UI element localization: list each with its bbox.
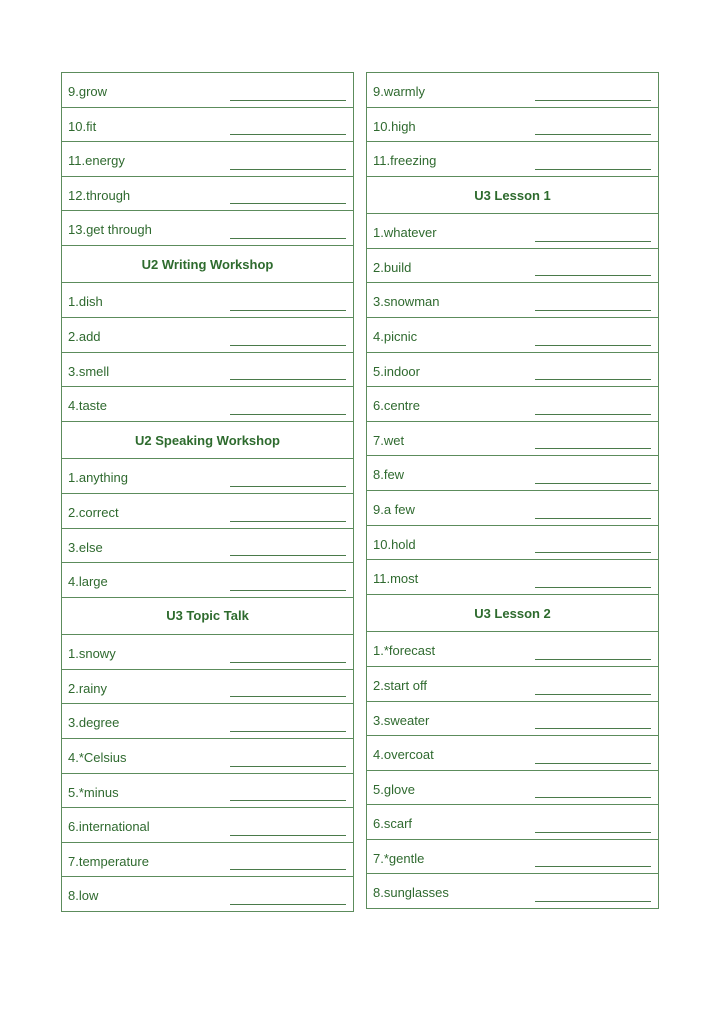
answer-blank-line xyxy=(535,901,651,902)
vocabulary-word: 5.indoor xyxy=(373,363,420,379)
vocabulary-row xyxy=(62,635,353,670)
answer-blank-line xyxy=(230,134,346,135)
vocabulary-row xyxy=(367,353,658,388)
vocabulary-row xyxy=(367,214,658,249)
answer-blank-line xyxy=(230,800,346,801)
answer-blank-line xyxy=(535,659,651,660)
answer-blank-line xyxy=(535,587,651,588)
vocabulary-word: 12.through xyxy=(68,187,131,203)
vocabulary-word: 1.snowy xyxy=(68,646,116,662)
vocabulary-word: 2.add xyxy=(68,329,101,345)
answer-blank-line xyxy=(535,728,651,729)
answer-blank-line xyxy=(230,379,346,380)
vocabulary-row xyxy=(367,805,658,840)
vocabulary-word: 1.anything xyxy=(68,470,128,486)
vocabulary-word: 10.hold xyxy=(373,536,416,552)
vocabulary-word: 11.freezing xyxy=(373,153,437,169)
section-heading: U3 Lesson 1 xyxy=(474,187,551,203)
vocabulary-word: 8.few xyxy=(373,467,405,483)
answer-blank-line xyxy=(535,483,651,484)
answer-blank-line xyxy=(230,904,346,905)
vocabulary-word: 1.*forecast xyxy=(373,643,436,659)
vocabulary-word: 10.fit xyxy=(68,118,97,134)
answer-blank-line xyxy=(535,797,651,798)
vocabulary-row xyxy=(367,422,658,457)
vocabulary-row xyxy=(62,739,353,774)
vocabulary-row xyxy=(62,843,353,878)
vocabulary-row xyxy=(62,177,353,212)
answer-blank-line xyxy=(230,414,346,415)
vocabulary-row xyxy=(367,702,658,737)
vocabulary-row xyxy=(62,387,353,422)
answer-blank-line xyxy=(230,345,346,346)
section-heading: U2 Speaking Workshop xyxy=(135,432,280,448)
vocabulary-row xyxy=(367,667,658,702)
answer-blank-line xyxy=(230,835,346,836)
answer-blank-line xyxy=(230,203,346,204)
vocabulary-word: 5.*minus xyxy=(68,784,119,800)
vocabulary-word: 2.build xyxy=(373,259,412,275)
vocabulary-word: 11.energy xyxy=(68,153,125,169)
answer-blank-line xyxy=(230,869,346,870)
vocabulary-row xyxy=(367,387,658,422)
answer-blank-line xyxy=(230,169,346,170)
vocabulary-row xyxy=(62,142,353,177)
answer-blank-line xyxy=(535,414,651,415)
vocabulary-row xyxy=(62,563,353,598)
answer-blank-line xyxy=(230,766,346,767)
vocabulary-word: 1.whatever xyxy=(373,225,437,241)
vocabulary-row xyxy=(367,318,658,353)
vocabulary-row xyxy=(62,774,353,809)
vocabulary-word: 6.international xyxy=(68,819,150,835)
vocabulary-word: 7.temperature xyxy=(68,853,149,869)
answer-blank-line xyxy=(230,310,346,311)
vocabulary-column-left xyxy=(61,72,354,912)
answer-blank-line xyxy=(535,275,651,276)
section-heading: U3 Topic Talk xyxy=(166,608,249,624)
answer-blank-line xyxy=(535,552,651,553)
answer-blank-line xyxy=(535,379,651,380)
section-heading: U2 Writing Workshop xyxy=(141,256,274,272)
vocabulary-word: 4.taste xyxy=(68,398,108,414)
vocabulary-word: 2.correct xyxy=(68,504,119,520)
vocabulary-row xyxy=(367,283,658,318)
answer-blank-line xyxy=(230,100,346,101)
answer-blank-line xyxy=(535,169,651,170)
vocabulary-word: 4.*Celsius xyxy=(68,750,127,765)
vocabulary-word: 4.picnic xyxy=(373,329,418,345)
answer-blank-line xyxy=(230,521,346,522)
vocabulary-word: 3.snowman xyxy=(373,294,440,310)
answer-blank-line xyxy=(535,310,651,311)
vocabulary-row xyxy=(367,456,658,491)
vocabulary-word: 6.scarf xyxy=(373,816,413,832)
vocabulary-row xyxy=(367,840,658,875)
vocabulary-row xyxy=(62,494,353,529)
vocabulary-word: 5.glove xyxy=(373,781,415,797)
vocabulary-row xyxy=(62,877,353,912)
vocabulary-row xyxy=(62,808,353,843)
answer-blank-line xyxy=(230,238,346,239)
vocabulary-word: 8.sunglasses xyxy=(373,885,449,901)
answer-blank-line xyxy=(535,134,651,135)
vocabulary-word: 6.centre xyxy=(373,398,420,414)
answer-blank-line xyxy=(535,694,651,695)
answer-blank-line xyxy=(230,590,346,591)
vocabulary-word: 3.smell xyxy=(68,363,110,379)
vocabulary-word: 7.*gentle xyxy=(373,850,425,866)
vocabulary-row xyxy=(367,108,658,143)
vocabulary-row xyxy=(62,670,353,705)
vocabulary-word: 3.degree xyxy=(68,715,120,731)
vocabulary-word: 2.rainy xyxy=(68,680,108,696)
vocabulary-word: 11.most xyxy=(373,571,419,587)
vocabulary-word: 9.grow xyxy=(68,84,108,99)
vocabulary-row xyxy=(62,108,353,143)
section-heading: U3 Lesson 2 xyxy=(474,605,551,621)
vocabulary-word: 1.dish xyxy=(68,294,103,310)
answer-blank-line xyxy=(230,696,346,697)
vocabulary-row xyxy=(62,353,353,388)
vocabulary-column-right xyxy=(366,72,659,909)
answer-blank-line xyxy=(535,518,651,519)
vocabulary-row xyxy=(62,529,353,564)
answer-blank-line xyxy=(230,486,346,487)
answer-blank-line xyxy=(230,731,346,732)
vocabulary-row xyxy=(367,632,658,667)
vocabulary-word: 4.overcoat xyxy=(373,747,434,763)
vocabulary-word: 9.warmly xyxy=(373,84,426,99)
vocabulary-row xyxy=(367,249,658,284)
vocabulary-row xyxy=(62,459,353,494)
vocabulary-row xyxy=(367,491,658,526)
vocabulary-row xyxy=(62,211,353,246)
vocabulary-word: 10.high xyxy=(373,118,416,134)
answer-blank-line xyxy=(535,241,651,242)
section-heading-row xyxy=(367,177,658,215)
answer-blank-line xyxy=(535,832,651,833)
vocabulary-word: 9.a few xyxy=(373,502,415,518)
vocabulary-row xyxy=(62,283,353,318)
answer-blank-line xyxy=(535,763,651,764)
section-heading-row xyxy=(62,598,353,636)
vocabulary-row xyxy=(367,736,658,771)
answer-blank-line xyxy=(535,345,651,346)
vocabulary-row xyxy=(367,73,658,108)
section-heading-row xyxy=(367,595,658,633)
section-heading-row xyxy=(62,246,353,284)
vocabulary-word: 2.start off xyxy=(373,677,427,693)
section-heading-row xyxy=(62,422,353,460)
vocabulary-row xyxy=(367,874,658,909)
vocabulary-row xyxy=(62,73,353,108)
vocabulary-row xyxy=(367,142,658,177)
vocabulary-row xyxy=(367,526,658,561)
answer-blank-line xyxy=(535,100,651,101)
vocabulary-word: 3.else xyxy=(68,539,103,555)
vocabulary-word: 4.large xyxy=(68,574,108,590)
answer-blank-line xyxy=(535,448,651,449)
answer-blank-line xyxy=(230,555,346,556)
answer-blank-line xyxy=(535,866,651,867)
vocabulary-row xyxy=(367,771,658,806)
vocabulary-word: 13.get through xyxy=(68,222,152,238)
vocabulary-word: 7.wet xyxy=(373,432,405,448)
vocabulary-row xyxy=(62,704,353,739)
vocabulary-row xyxy=(367,560,658,595)
answer-blank-line xyxy=(230,662,346,663)
vocabulary-row xyxy=(62,318,353,353)
vocabulary-word: 8.low xyxy=(68,888,99,904)
vocabulary-word: 3.sweater xyxy=(373,712,430,728)
